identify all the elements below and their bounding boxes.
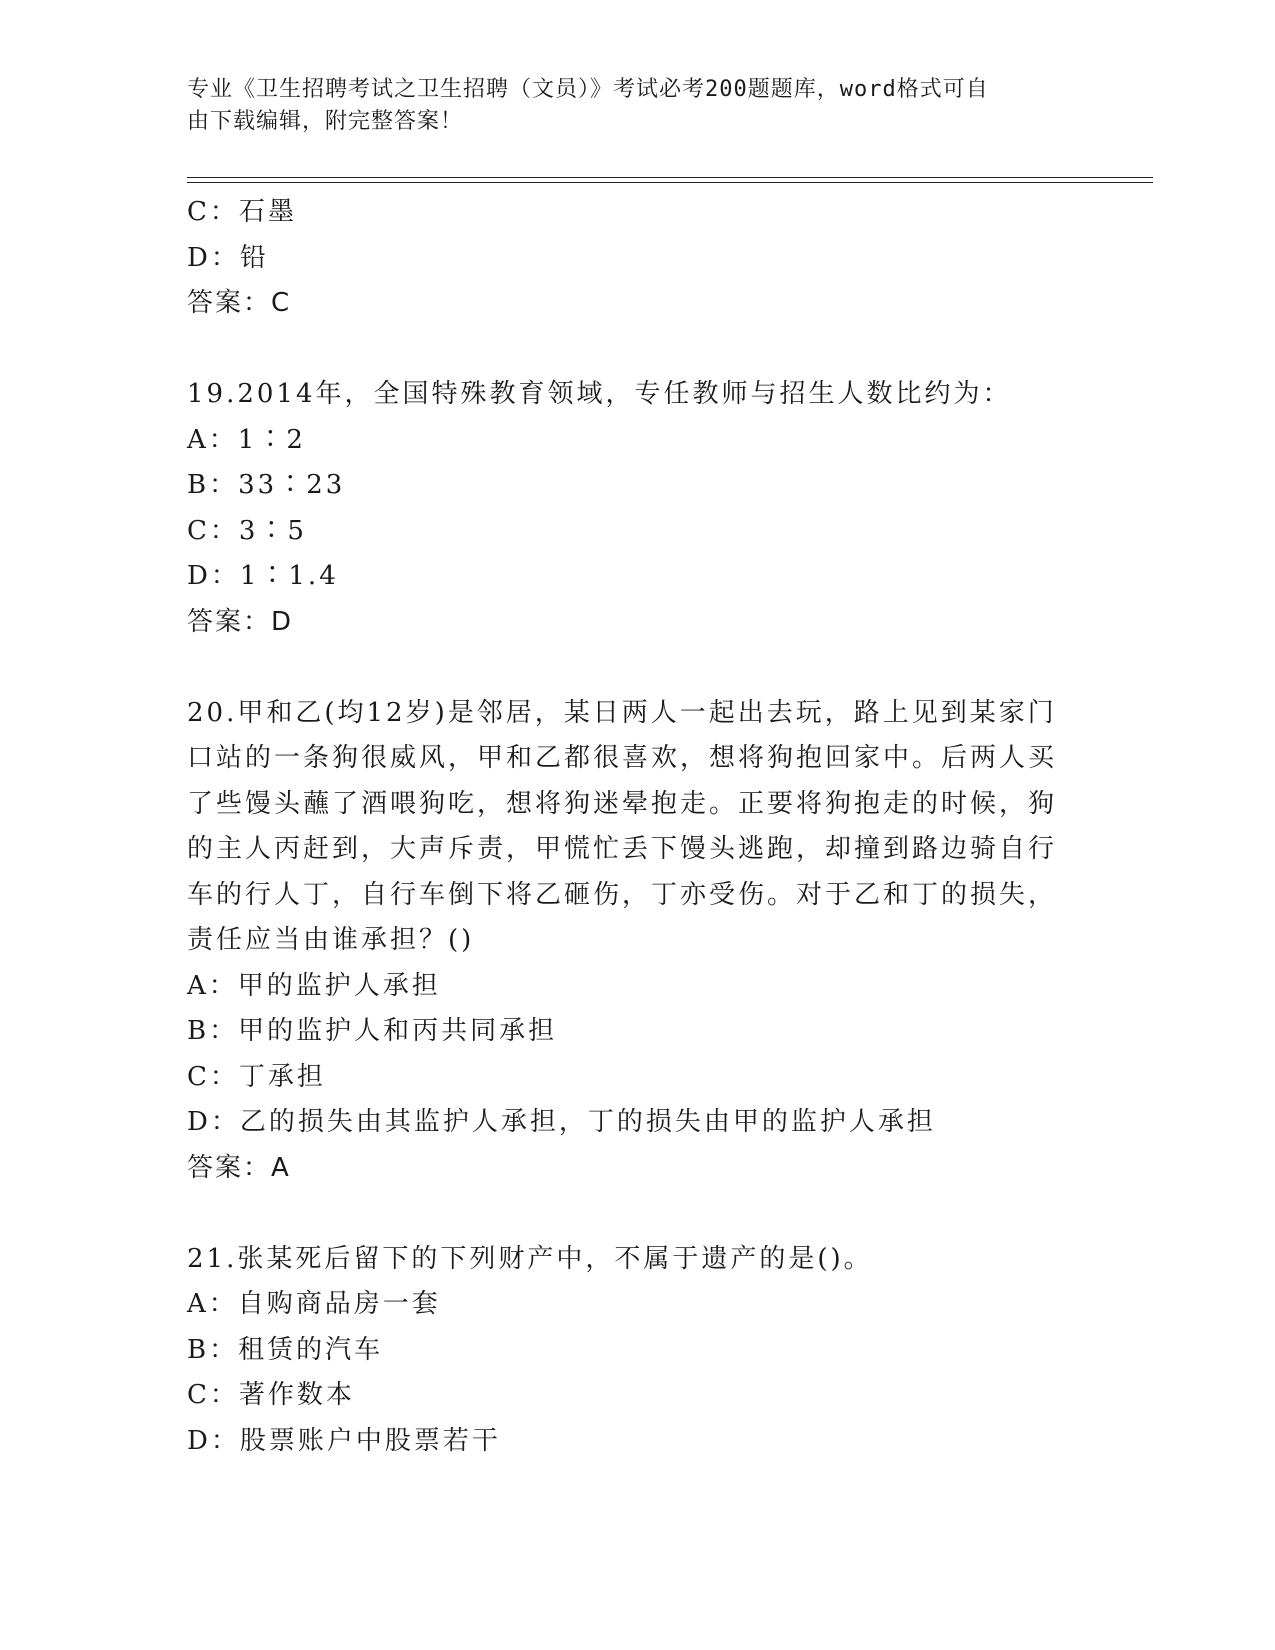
question-21-text: 21.张某死后留下的下列财产中，不属于遗产的是()。 <box>187 1243 873 1274</box>
question-20-text <box>187 691 1067 964</box>
option-d: D：1∶1.4 <box>187 561 339 591</box>
question-20-line: 的主人丙赶到，大声斥责，甲慌忙丢下馒头逃跑，却撞到路边骑自行 <box>187 834 1058 864</box>
option-c: C：石墨 <box>187 197 297 227</box>
header-divider-bottom <box>187 182 1153 183</box>
answer-line: 答案：A <box>187 1152 291 1183</box>
question-20-line: 车的行人丁，自行车倒下将乙砸伤，丁亦受伤。对于乙和丁的损失， <box>187 879 1058 910</box>
question-20-line: 了些馒头蘸了酒喂狗吃，想将狗迷晕抱走。正要将狗抱走的时候，狗 <box>187 788 1058 819</box>
header-line-1: 专业《卫生招聘考试之卫生招聘（文员）》考试必考200题题库，word格式可自 <box>187 77 989 102</box>
page-header <box>187 74 1067 138</box>
spacer <box>187 645 1067 691</box>
spacer <box>187 1191 1067 1237</box>
question-20-line: 责任应当由谁承担？() <box>187 925 475 955</box>
question-content <box>187 190 1067 1464</box>
header-divider-top <box>187 177 1153 178</box>
option-c: C：3∶5 <box>187 515 307 546</box>
option-a: A：1∶2 <box>187 424 306 455</box>
answer-line: 答案：D <box>187 606 294 637</box>
option-b: B：33∶23 <box>187 470 346 500</box>
option-d: D：股票账户中股票若干 <box>187 1425 501 1456</box>
option-d: D：乙的损失由其监护人承担，丁的损失由甲的监护人承担 <box>187 1107 936 1137</box>
option-d: D：铅 <box>187 242 269 273</box>
question-20-line: 20.甲和乙(均12岁)是邻居，某日两人一起出去玩，路上见到某家门 <box>187 697 1057 728</box>
option-c: C：著作数本 <box>187 1380 355 1410</box>
question-19-text: 19.2014年，全国特殊教育领域，专任教师与招生人数比约为： <box>187 379 1012 409</box>
question-21-block <box>187 1237 1067 1465</box>
spacer <box>187 327 1067 373</box>
option-a: A：甲的监护人承担 <box>187 970 441 1001</box>
option-b: B：租赁的汽车 <box>187 1334 384 1365</box>
answer-line: 答案：C <box>187 288 292 318</box>
question-20-block <box>187 691 1067 1192</box>
option-b: B：甲的监护人和丙共同承担 <box>187 1016 558 1046</box>
question-19-block <box>187 372 1067 645</box>
option-a: A：自购商品房一套 <box>187 1289 441 1319</box>
option-c: C：丁承担 <box>187 1061 326 1092</box>
prev-question-block <box>187 190 1067 327</box>
question-20-line: 口站的一条狗很威风，甲和乙都很喜欢，想将狗抱回家中。后两人买 <box>187 743 1058 773</box>
header-line-2: 由下载编辑，附完整答案！ <box>187 109 464 134</box>
